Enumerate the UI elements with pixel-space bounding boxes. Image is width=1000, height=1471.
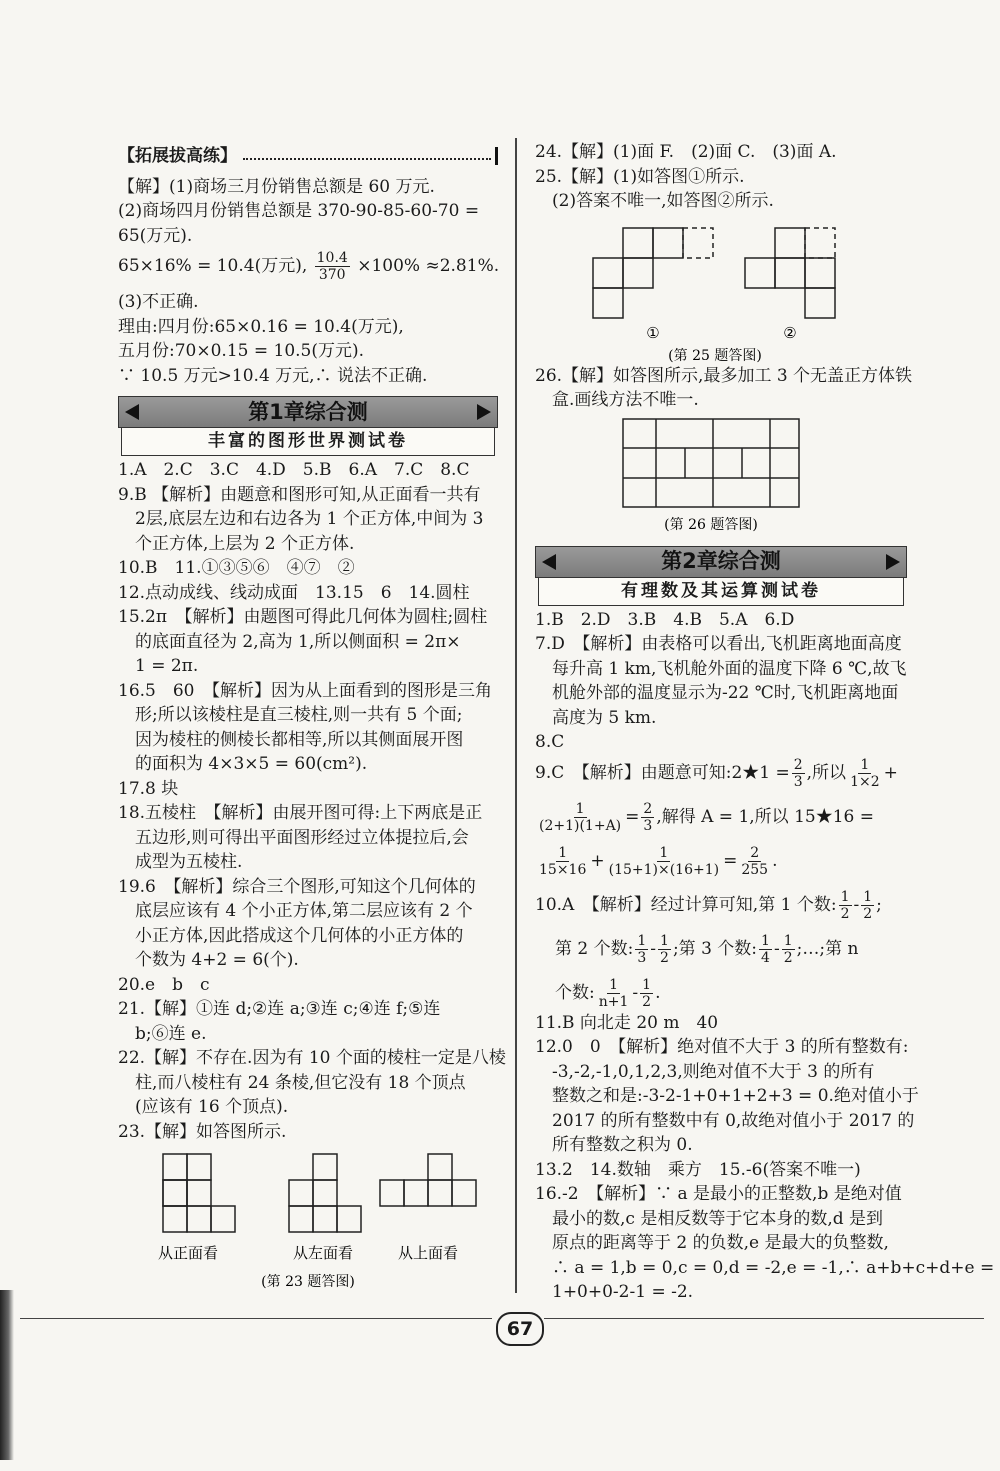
column-divider [515,138,517,1293]
page-number: 67 [496,1312,544,1346]
fraction-denominator: (2+1)(1+A) [539,817,622,834]
fraction-numerator: 2 [750,844,760,861]
answer-line: 底层应该有 4 个小正方体,第二层应该有 2 个 [118,901,473,921]
answer-line: 的底面直径为 2,高为 1,所以侧面积 = 2π× [118,631,461,652]
fraction [839,889,852,922]
fraction [739,845,770,878]
figure-25 [535,214,907,364]
figure-26 [535,413,907,538]
header-bar [495,147,498,165]
fraction-denominator: n+1 [598,993,629,1010]
chapter-title: 第1章综合测 [248,399,368,424]
q10-line-1 [535,887,907,923]
answer-list [535,1011,995,1305]
q10-text: - [632,982,639,1003]
answer-line: 17.8 块 [118,778,179,799]
fraction [315,250,350,283]
fraction [848,757,882,790]
fig25-label-1: ① [646,323,660,342]
answer-line: 五边形,则可得出平面图形经过立体提拉后,会 [118,827,469,848]
section-header-text: 【拓展拔高练】 [118,146,237,166]
answer-line: 20.e b c [118,974,210,995]
fraction-numerator: 1 [637,932,647,949]
fraction [607,845,721,878]
fraction [759,933,772,966]
answer-list [118,458,506,1144]
fraction-numerator: 1 [558,844,568,861]
q10-text: . [655,982,661,1003]
answer-line: 小正方体,因此搭成这个几何体的小正方体的 [118,925,464,946]
answer-line: 柱,而八棱柱有 24 条棱,但它没有 18 个顶点 [118,1072,466,1093]
answer-line: 16.-2 【解析】∵ a 是最小的正整数,b 是绝对值 [535,1184,902,1204]
answer-line: 11.B 向北走 20 m 40 [535,1012,719,1033]
q9-line-3 [535,843,907,879]
q10-text: 10.A 【解析】经过计算可知,第 1 个数: [535,894,837,915]
fraction [641,801,654,834]
answer-line: 个数为 4+2 = 6(个). [118,950,299,970]
answer-line: 2层,底层左边和右边各为 1 个正方体,中间为 3 [118,509,484,529]
answer-line: (应该有 16 个顶点). [118,1097,289,1117]
answer-line: 18.五棱柱 【解析】由展开图可得:上下两底是正 [118,803,483,823]
fraction-denominator: 3 [637,949,647,966]
fig23-label-top: 从上面看 [397,1244,459,1262]
fraction-numerator: 1 [642,976,652,993]
fraction [658,933,671,966]
chapter-banner [535,546,907,606]
text-line: ∵ 10.5 万元>10.4 万元,∴ 说法不正确. [118,365,428,386]
q9-text: ,解得 A = 1,所以 15★16 = [656,806,874,827]
answer-line: 10.B 11.①③⑤⑥ ④⑦ ② [118,558,355,578]
text-line: 五月份:70×0.15 = 10.5(万元). [118,341,365,361]
answer-line: 整数之和是:-3-2-1+0+1+2+3 = 0.绝对值小于 [535,1086,919,1106]
fraction [635,933,648,966]
q9-line-2 [535,799,907,835]
footer-rule [20,1318,492,1319]
answer-line: ∴ a = 1,b = 0,c = 0,d = -2,e = -1,∴ a+b+c+d+e = [535,1257,995,1278]
answer-line: 1 = 2π. [118,656,199,676]
chapter-title-bar [535,546,907,578]
fraction-numerator: 2 [793,756,803,773]
eq-text: ×100% ≈2.81%. [357,256,500,276]
answer-line: 2017 的所有整数中有 0,故绝对值小于 2017 的 [535,1110,915,1131]
section-header [118,144,498,169]
fraction-numerator: 1 [783,932,793,949]
q10-text: ;…;第 n [796,938,859,959]
answer-line: 7.D 【解析】由表格可以看出,飞机距离地面高度 [535,634,902,654]
fraction [792,757,805,790]
fig23-label-left: 从左面看 [292,1244,354,1262]
answer-list [535,608,907,755]
text-line: 24.【解】(1)面 F. (2)面 C. (3)面 A. [535,142,837,162]
answer-line: 1+0+0-2-1 = -2. [535,1282,694,1302]
right-arrow-icon [886,554,900,570]
fraction-denominator: 255 [741,861,769,878]
fraction-numerator: 1 [659,844,669,861]
answer-line: 成型为五棱柱. [118,852,243,872]
fraction-denominator: 4 [761,949,770,966]
fraction-numerator: 1 [761,932,770,949]
text-line: (3)不正确. [118,292,199,312]
answer-line: 16.5 60 【解析】因为从上面看到的图形是三角 [118,680,492,701]
fraction [861,889,874,922]
answer-line: -3,-2,-1,0,1,2,3,则绝对值不大于 3 的所有 [535,1061,875,1082]
chapter-title-bar [118,396,498,428]
fig26-caption: (第 26 题答图) [664,516,758,533]
text-line: (2)答案不唯一,如答图②所示. [535,191,774,211]
text-line: 理由:四月份:65×0.16 = 10.4(万元), [118,316,404,337]
left-arrow-icon [125,404,139,420]
q10-text: 个数: [555,982,595,1003]
fraction-denominator: 1×2 [850,773,880,790]
q9-text: . [772,850,778,871]
answer-line: 1.B 2.D 3.B 4.B 5.A 6.D [535,609,795,630]
answer-line: 19.6 【解析】综合三个图形,可知这个几何体的 [118,876,476,897]
text-line: (2)商场四月份销售总额是 370-90-85-60-70 = [118,201,480,221]
scan-edge [0,1290,14,1460]
fraction [537,801,623,834]
text-line: 65(万元). [118,225,193,246]
text-line: 26.【解】如答图所示,最多加工 3 个无盖正方体铁 [535,365,913,386]
eq-text: 65×16% = 10.4(万元), [118,256,308,276]
figure-23-views [118,1144,498,1294]
q10-text: - [853,894,860,915]
answer-line: 原点的距离等于 2 的负数,e 是最大的负整数, [535,1233,889,1253]
fraction-denominator: 370 [318,267,346,283]
fig25-caption: (第 25 题答图) [668,347,762,364]
right-column [535,140,995,1305]
answer-line: b;⑥连 e. [118,1023,207,1044]
q9-line-1 [535,755,907,791]
dotted-leader [243,148,491,160]
fig23-label-front: 从正面看 [157,1244,219,1262]
answer-line: 所有整数之积为 0. [535,1135,693,1155]
chapter-title: 第2章综合测 [661,549,781,574]
fraction [597,977,631,1010]
answer-line: 22.【解】不存在.因为有 10 个面的棱柱一定是八棱 [118,1048,506,1068]
answer-line: 最小的数,c 是相反数等于它本身的数,d 是到 [535,1208,884,1229]
q10-line-3 [535,975,907,1011]
fraction-numerator: 1 [840,888,850,905]
q9-text: 9.C 【解析】由题意可知:2★1 = [535,762,790,783]
q9-text: = [625,806,640,827]
fraction [782,933,795,966]
fraction-denominator: 2 [783,949,793,966]
fraction-denominator: 2 [840,905,850,922]
footer-rule [544,1318,984,1319]
fraction-numerator: 1 [860,756,870,773]
q9-text: ,所以 [806,762,847,783]
fraction-numerator: 10.4 [316,250,348,266]
answer-line: 12.0 0 【解析】绝对值不大于 3 的所有整数有: [535,1037,909,1057]
q10-text: 第 2 个数: [555,938,634,959]
text-line: 【解】(1)商场三月份销售总额是 60 万元. [118,176,435,197]
fraction [640,977,653,1010]
answer-line: 23.【解】如答图所示. [118,1121,287,1142]
answer-line: 15.2π 【解析】由题图可得此几何体为圆柱;圆柱 [118,607,488,627]
fraction-denominator: (15+1)×(16+1) [608,861,720,878]
fig23-caption: (第 23 题答图) [261,1274,355,1290]
answer-line: 每升高 1 km,飞机舱外面的温度下降 6 ℃,故飞 [535,658,907,679]
fraction-denominator: 2 [660,949,669,966]
answer-line: 因为棱柱的侧棱长都相等,所以其侧面展开图 [118,729,464,750]
figure-26-grid [535,413,907,538]
fraction-numerator: 1 [609,976,619,993]
q10-text: - [773,938,780,959]
q10-text: - [650,938,657,959]
text-line: 盒.画线方法不唯一. [535,390,699,410]
answer-line: 21.【解】①连 d;②连 a;③连 c;④连 f;⑤连 [118,999,441,1019]
answer-line: 个正方体,上层为 2 个正方体. [118,533,355,554]
right-arrow-icon [477,404,491,420]
answer-line: 高度为 5 km. [535,707,657,728]
answer-line: 形;所以该棱柱是直三棱柱,则一共有 5 个面; [118,705,463,725]
fraction-numerator: 1 [660,932,669,949]
figure-23 [118,1144,498,1294]
answer-line: 8.C [535,732,565,752]
answer-line: 12.点动成线、线动成面 13.15 6 14.圆柱 [118,582,470,603]
q10-text: ; [876,894,882,915]
chapter-subtitle: 丰富的图形世界测试卷 [121,428,495,456]
fraction-denominator: 3 [793,773,803,790]
left-arrow-icon [542,554,556,570]
fraction-numerator: 1 [863,888,873,905]
fraction [537,845,588,878]
q9-text: + [590,850,605,871]
fraction-denominator: 2 [642,993,652,1010]
chapter-subtitle: 有理数及其运算测试卷 [538,578,904,606]
equation-line [118,248,498,284]
fraction-denominator: 15×16 [539,861,587,878]
q9-text: = [723,850,738,871]
answer-line: 机舱外部的温度显示为-22 ℃时,飞机距离地面 [535,683,899,703]
q9-text: + [883,762,898,783]
fraction-denominator: 3 [643,817,653,834]
q10-line-2 [535,931,907,967]
fraction-denominator: 2 [863,905,873,922]
fig25-label-2: ② [783,323,797,342]
q10-text: ;第 3 个数: [672,938,758,959]
chapter-banner [118,396,498,456]
answer-line: 1.A 2.C 3.C 4.D 5.B 6.A 7.C 8.C [118,460,470,480]
answer-line: 13.2 14.数轴 乘方 15.-6(答案不唯一) [535,1159,861,1180]
left-column [118,140,506,1294]
text-line: 25.【解】(1)如答图①所示. [535,166,745,187]
fraction-numerator: 2 [643,800,653,817]
figure-25-nets [535,214,907,364]
answer-line: 的面积为 4×3×5 = 60(cm²). [118,754,368,774]
answer-line: 9.B 【解析】由题意和图形可知,从正面看一共有 [118,484,481,505]
fraction-numerator: 1 [575,800,585,817]
